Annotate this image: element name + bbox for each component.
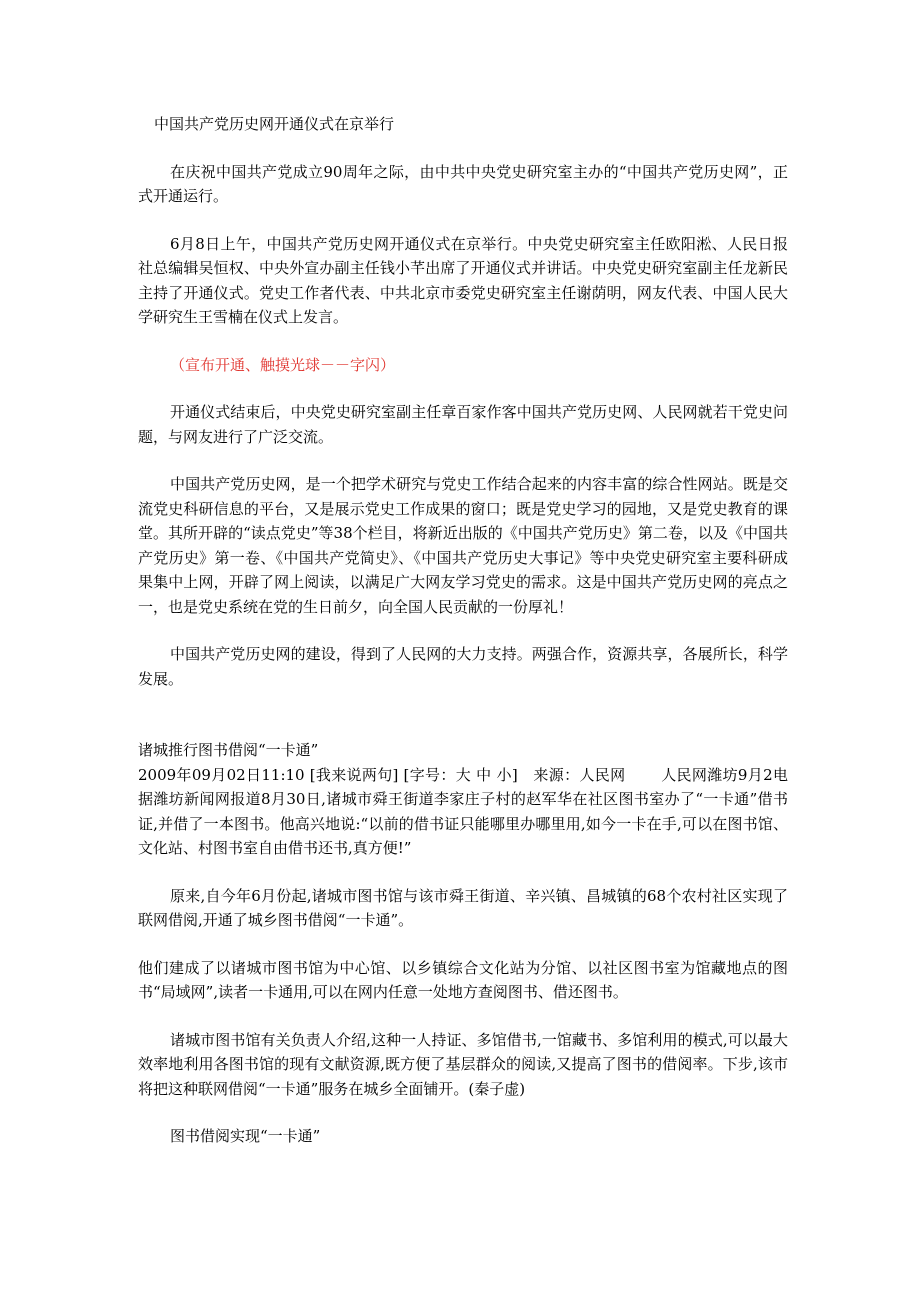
article1-paragraph-2: 6月8日上午，中国共产党历史网开通仪式在京举行。中央党史研究室主任欧阳淞、人民日报社总编辑吴恒权、中央外宣办副主任钱小芊出席了开通仪式并讲话。中央党史研究室副主任龙新民主持了开通仪式。党史工作者代表、中共北京市委党史研究室主任谢荫明，网友代表、中国人民大学研究生王雪楠在仪式上发言。 (138, 234, 788, 326)
article1-title: 中国共产党历史网开通仪式在京举行 (154, 115, 395, 133)
article1-paragraph-3: 开通仪式结束后，中央党史研究室副主任章百家作客中国共产党历史网、人民网就若干党史问题，与网友进行了广泛交流。 (138, 403, 788, 446)
article1-caption: （宣布开通、触摸光球－－字闪） (170, 355, 396, 374)
article1-paragraph-4: 中国共产党历史网，是一个把学术研究与党史工作结合起来的内容丰富的综合性网站。既是交流党史科研信息的平台，又是展示党史工作成果的窗口；既是党史学习的园地，又是党史教育的课堂。其所开辟的“读点党史”等38个栏目，将新近出版的《中国共产党历史》第二卷，以及《中国共产党历史》第一卷、《中国共产党简史》、《中国共产党历史大事记》等中央党史研究室主要科研成果集中上网，开辟了网上阅读，以满足广大网友学习党史的需求。这是中国共产党历史网的亮点之一，也是党史系统在党的生日前夕，向全国人民贡献的一份厚礼！ (138, 475, 788, 616)
article2-paragraph-5: 图书借阅实现“一卡通” (170, 1127, 321, 1145)
article2-paragraph-3: 他们建成了以诸城市图书馆为中心馆、以乡镇综合文化站为分馆、以社区图书室为馆藏地点的图书“局域网”,读者一卡通用,可以在网内任意一处地方查阅图书、借还图书。 (138, 958, 788, 1001)
article2-paragraph-4: 诸城市图书馆有关负责人介绍,这种一人持证、多馆借书,一馆藏书、多馆利用的模式,可以最大效率地利用各图书馆的现有文献资源,既方便了基层群众的阅读,又提高了图书的借阅率。下步,该市将把这种联网借阅“一卡通”服务在城乡全面铺开。(秦子虚) (138, 1030, 788, 1098)
document-page (138, 112, 788, 1149)
article1-paragraph-1: 在庆祝中国共产党成立90周年之际，由中共中央党史研究室主办的“中国共产党历史网”，正式开通运行。 (138, 162, 788, 205)
article1-paragraph-5: 中国共产党历史网的建设，得到了人民网的大力支持。两强合作，资源共享，各展所长，科学发展。 (138, 645, 788, 688)
article2-paragraph-1: 2009年09月02日11:10 [我来说两句] [字号：大 中 小] 来源：人民网 人民网潍坊9月2电据潍坊新闻网报道8月30日,诸城市舜王街道李家庄子村的赵军华在社区图书室办了“一卡通”借书证,并借了一本图书。他高兴地说:“以前的借书证只能哪里办哪里用,如今一卡在手,可以在图书馆、文化站、村图书室自由借书还书,真方便!” (138, 765, 788, 857)
article2-title: 诸城推行图书借阅“一卡通” (138, 741, 319, 759)
article2-paragraph-2: 原来,自今年6月份起,诸城市图书馆与该市舜王街道、辛兴镇、昌城镇的68个农村社区实现了联网借阅,开通了城乡图书借阅“一卡通”。 (138, 886, 788, 929)
